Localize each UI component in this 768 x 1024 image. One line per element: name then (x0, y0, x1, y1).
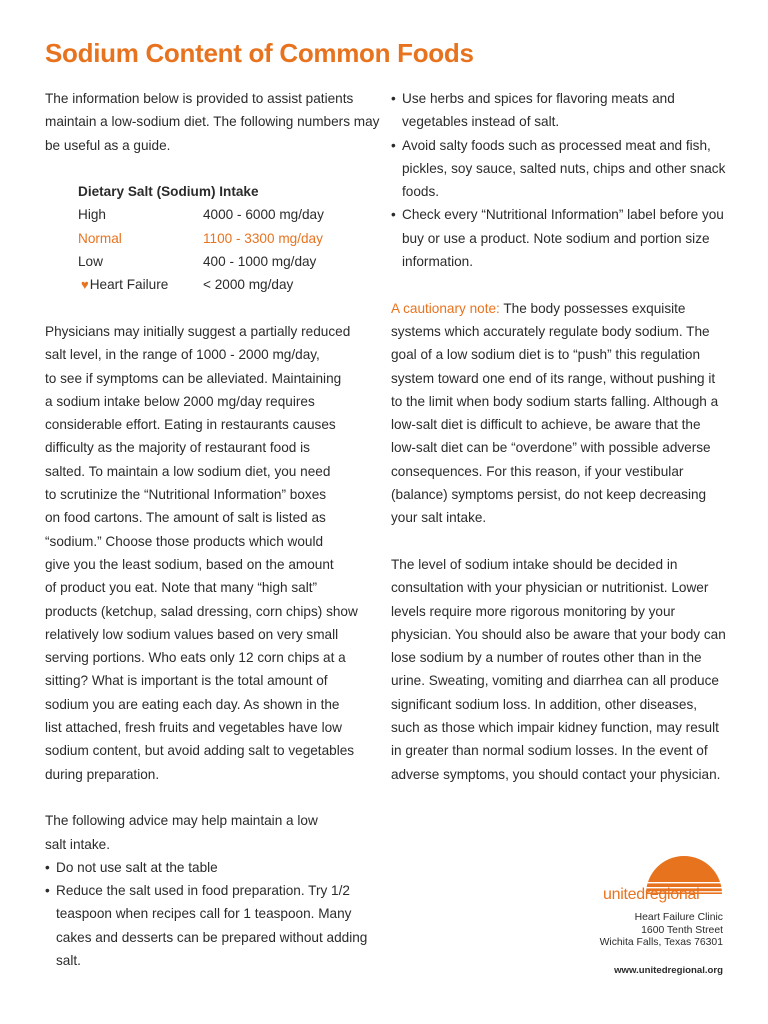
intake-row-low (78, 250, 380, 273)
text-line: products (ketchup, salad dressing, corn chips) show (45, 603, 358, 619)
text-line: during preparation. (45, 766, 160, 782)
page-title: Sodium Content of Common Foods (45, 38, 474, 68)
list-item: • Use herbs and spices for flavoring meats and vegetables instead of salt. (391, 87, 726, 134)
list-item: • Check every “Nutritional Information” label before you buy or use a product. Note sodium and portion size information. (391, 203, 726, 273)
intake-value: < 2000 mg/day (203, 277, 294, 293)
intake-row-high (78, 203, 380, 226)
intake-value: 400 - 1000 mg/day (203, 254, 317, 270)
clinic-address (600, 912, 723, 950)
logo-wordmark (603, 886, 699, 904)
intake-row-heart-failure (78, 273, 380, 296)
intake-row-normal (78, 227, 380, 250)
text-line: Physicians may initially suggest a partially reduced (45, 323, 351, 339)
advice-intro (45, 809, 380, 856)
right-column (391, 87, 726, 786)
clinic-name: Heart Failure Clinic (634, 912, 723, 923)
text-line: considerable effort. Eating in restaurants causes (45, 417, 336, 433)
intake-title: Dietary Salt (Sodium) Intake (78, 184, 259, 200)
intake-label: Normal (78, 230, 122, 246)
intro-paragraph: The information below is provided to assist patients maintain a low-sodium diet. The following numbers may be useful as a guide. (45, 91, 380, 153)
left-column (45, 87, 380, 972)
text-line: sodium content, but avoid adding salt to vegetables (45, 743, 355, 759)
text-line: sodium you are eating each day. As shown in the (45, 696, 340, 712)
text-line: to see if symptoms can be alleviated. Maintaining (45, 370, 342, 386)
text-line: relatively low sodium values based on very small (45, 626, 339, 642)
cautionary-text: The body possesses exquisite systems which accurately regulate body sodium. The goal of a low sodium diet is to “push” this regulation system toward one end of its range, without pushing it to the limit when body sodium starts falling. Although a low-salt diet is difficult to achieve, be aware that the low-salt diet can be “overdone” with possible adverse consequences. For this reason, if your vestibular (balance) symptoms persist, do not keep decreasing your salt intake. (391, 300, 719, 526)
text-line: difficulty as the majority of restaurant food is (45, 440, 310, 456)
cautionary-paragraph (391, 297, 726, 530)
cautionary-label: A cautionary note: (391, 300, 500, 316)
united-regional-logo (600, 850, 725, 910)
text-line: salted. To maintain a low sodium diet, you need (45, 463, 331, 479)
text-line: a sodium intake below 2000 mg/day requires (45, 393, 315, 409)
advice-list-right (391, 87, 726, 273)
text-line: The following advice may help maintain a low (45, 813, 318, 829)
clinic-street: 1600 Tenth Street (641, 924, 723, 936)
logo-word-regional: regional (644, 886, 700, 903)
text-line: salt level, in the range of 1000 - 2000 mg/day, (45, 347, 320, 363)
intake-label: Heart Failure (89, 277, 169, 293)
text-line: to scrutinize the “Nutritional Information” boxes (45, 487, 327, 503)
website-link[interactable]: www.unitedregional.org (614, 965, 723, 976)
intake-label-heart-failure (78, 273, 203, 296)
text-line: salt intake. (45, 836, 110, 852)
text-line: give you the least sodium, based on the amount (45, 556, 334, 572)
text-line: of product you eat. Note that many “high salt” (45, 580, 318, 596)
sodium-level-paragraph: The level of sodium intake should be decided in consultation with your physician or nutritionist. Lower levels require more rigorous monitoring by your physician. You should also be aware that your body can lose sodium by a number of routes other than in the urine. Sweating, vomiting and diarrhea can all produce significant sodium loss. In addition, other diseases, such as those which impair kidney function, may result in greater than normal sodium losses. In the event of adverse symptoms, you should contact your physician. (391, 556, 726, 782)
logo-word-united: united (603, 886, 645, 903)
intake-label: High (78, 207, 106, 223)
list-item: • Reduce the salt used in food preparation. Try 1/2 teaspoon when recipes call for 1 teaspoon. Many cakes and desserts can be prepared without adding salt. (45, 879, 380, 972)
list-item: • Avoid salty foods such as processed meat and fish, pickles, soy sauce, salted nuts, chips and other snack foods. (391, 134, 726, 204)
text-line: on food cartons. The amount of salt is listed as (45, 510, 326, 526)
intake-value: 4000 - 6000 mg/day (203, 207, 324, 223)
physicians-paragraph (45, 320, 380, 786)
advice-list-left (45, 856, 380, 972)
text-line: sitting? What is important is the total amount of (45, 673, 328, 689)
intake-value: 1100 - 3300 mg/day (203, 230, 323, 246)
clinic-city: Wichita Falls, Texas 76301 (599, 937, 723, 948)
text-line: “sodium.” Choose those products which would (45, 533, 324, 549)
text-line: list attached, fresh fruits and vegetables have low (45, 720, 342, 736)
intake-label: Low (78, 254, 103, 270)
intake-table (78, 180, 380, 296)
list-item: • Do not use salt at the table (45, 856, 380, 879)
text-line: serving portions. Who eats only 12 corn chips at a (45, 650, 346, 666)
heart-icon: ♥ (81, 277, 89, 293)
